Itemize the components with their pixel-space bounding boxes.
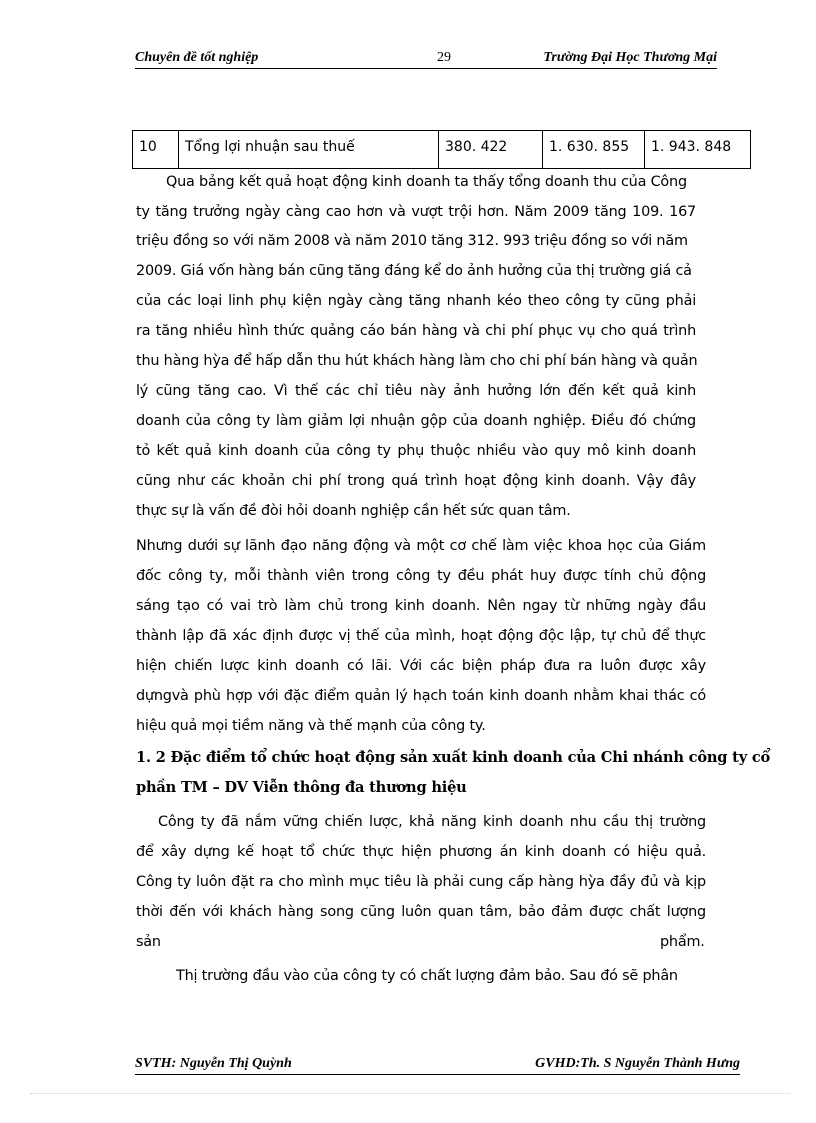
- row-label-cell: Tổng lợi nhuận sau thuế: [179, 131, 439, 169]
- p1-line-6: ra tăng nhiều hình thức quảng cáo bán hàng và chi phí phục vụ cho quá trình: [136, 323, 696, 339]
- p1-line-7: thu hàng hỳa để hấp dẫn thu hút khách hàng làm cho chi phí bán hàng và quản: [136, 353, 698, 369]
- p1-line-8: lý cũng tăng cao. Vì thế các chỉ tiêu này ảnh hưởng lớn đến kết quả kinh: [136, 383, 696, 399]
- p1-line-5: của các loại linh phụ kiện ngày càng tăng nhanh kéo theo công ty cũng phải: [136, 293, 696, 309]
- page-number: 29: [437, 50, 451, 65]
- value-2010-cell: 1. 943. 848: [645, 131, 751, 169]
- p1-line-1: Qua bảng kết quả hoạt động kinh doanh ta thấy tổng doanh thu của Công: [166, 174, 687, 190]
- p1-line-4: 2009. Giá vốn hàng bán cũng tăng đáng kể do ảnh hưởng của thị trường giá cả: [136, 263, 692, 279]
- p2-line-4: thành lập đã xác định được vị thế của mình, hoạt động độc lập, tự chủ để thực: [136, 628, 706, 644]
- header-university: Trường Đại Học Thương Mại: [543, 50, 717, 65]
- row-number-cell: 10: [133, 131, 179, 169]
- value-2008-cell: 380. 422: [439, 131, 543, 169]
- p1-line-9: doanh của công ty làm giảm lợi nhuận gộp của doanh nghiệp. Điều đó chứng: [136, 413, 696, 429]
- p3-line-2: để xây dựng kế hoạt tổ chức thực hiện phương án kinh doanh có hiệu quả.: [136, 844, 706, 860]
- p4-line-1: Thị trường đầu vào của công ty có chất lượng đảm bảo. Sau đó sẽ phân: [176, 968, 678, 984]
- p1-line-10: tỏ kết quả kinh doanh của công ty phụ thuộc nhiều vào quy mô kinh doanh: [136, 443, 696, 459]
- page-header: [135, 50, 717, 69]
- p1-line-2: ty tăng trưởng ngày càng cao hơn và vượt trội hơn. Năm 2009 tăng 109. 167: [136, 204, 696, 220]
- p3-line-4: thời đến với khách hàng song cũng luôn quan tâm, bảo đảm được chất lượng: [136, 904, 706, 920]
- table-row: [133, 131, 751, 169]
- p3-line-1: Công ty đã nắm vững chiến lược, khả năng kinh doanh nhu cầu thị trường: [158, 814, 706, 830]
- p2-line-1: Nhưng dưới sự lãnh đạo năng động và một cơ chế làm việc khoa học của Giám: [136, 538, 706, 554]
- p1-line-3: triệu đồng so với năm 2008 và năm 2010 tăng 312. 993 triệu đồng so với năm: [136, 233, 688, 249]
- section-heading-line-1: 1. 2 Đặc điểm tổ chức hoạt động sản xuất kinh doanh của Chi nhánh công ty cổ: [136, 749, 771, 766]
- p2-line-6: dựngvà phù hợp với đặc điểm quản lý hạch toán kinh doanh nhằm khai thác có: [136, 688, 706, 704]
- footer-supervisor: GVHD:Th. S Nguyễn Thành Hưng: [535, 1056, 740, 1071]
- page-bottom-divider: [30, 1093, 790, 1094]
- p1-line-12: thực sự là vấn đề đòi hỏi doanh nghiệp cần hết sức quan tâm.: [136, 503, 571, 519]
- p2-line-7: hiệu quả mọi tiềm năng và thế mạnh của công ty.: [136, 718, 486, 734]
- value-2009-cell: 1. 630. 855: [543, 131, 645, 169]
- p1-line-11: cũng như các khoản chi phí trong quá trình hoạt động kinh doanh. Vậy đây: [136, 473, 696, 489]
- page-footer: [135, 1054, 740, 1075]
- header-doc-title: Chuyên đề tốt nghiệp: [135, 50, 259, 65]
- p2-line-3: sáng tạo có vai trò làm chủ trong kinh doanh. Nên ngay từ những ngày đầu: [136, 598, 706, 614]
- p2-line-2: đốc công ty, mỗi thành viên trong công ty đều phát huy được tính chủ động: [136, 568, 706, 584]
- section-heading-line-2: phần TM – DV Viễn thông đa thương hiệu: [136, 779, 467, 796]
- profit-table: [132, 130, 751, 169]
- p3-line-3: Công ty luôn đặt ra cho mình mục tiêu là phải cung cấp hàng hỳa đầy đủ và kịp: [136, 874, 706, 890]
- footer-student: SVTH: Nguyễn Thị Quỳnh: [135, 1056, 292, 1071]
- p3-line-5-left: sản: [136, 934, 161, 950]
- p2-line-5: hiện chiến lược kinh doanh có lãi. Với các biện pháp đưa ra luôn được xây: [136, 658, 706, 674]
- p3-line-5-right: phẩm.: [660, 934, 705, 950]
